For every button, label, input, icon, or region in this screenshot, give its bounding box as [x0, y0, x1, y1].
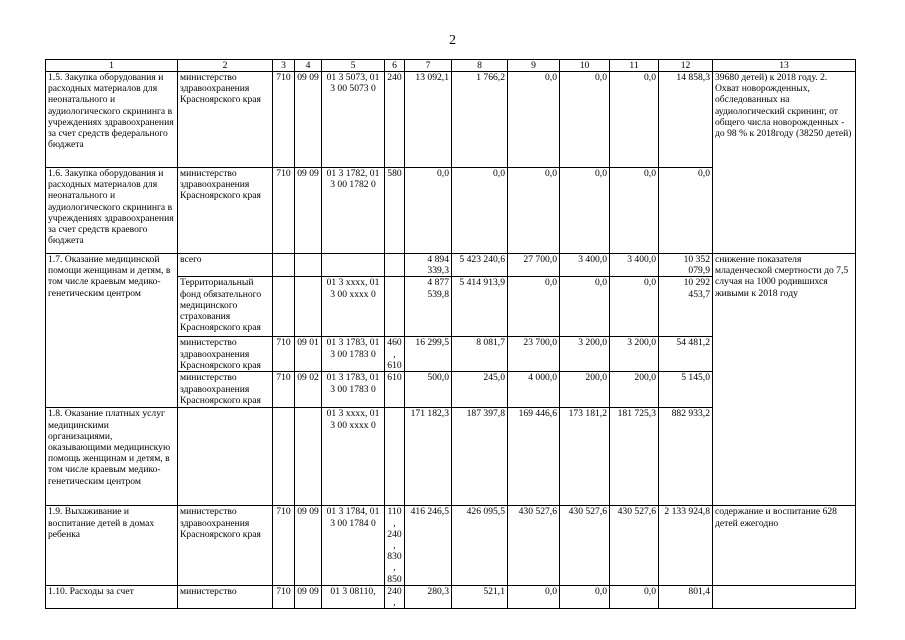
table-row — [46, 254, 856, 277]
value-2014: 4 894 339,3 — [405, 254, 452, 277]
value-2014: 4 877 539,8 — [405, 277, 452, 337]
csr: 01 3 1783, 01 3 00 1783 0 — [322, 372, 385, 408]
value-2016: 0,0 — [508, 72, 560, 168]
value-2018: 0,0 — [610, 72, 659, 168]
value-2017: 3 200,0 — [560, 337, 610, 372]
vr: 580 — [385, 168, 405, 254]
value-2018: 3 400,0 — [610, 254, 659, 277]
measure-name: 1.8. Оказание платных услуг медицинскими организациями, оказывающими медицинскую помощь женщинам и детям, в том числе краевым медико-генетическим центром — [46, 408, 178, 506]
header-cell: 11 — [610, 60, 659, 72]
table-row — [46, 585, 856, 608]
csr — [322, 254, 385, 277]
rzpr — [295, 254, 322, 277]
value-2017: 0,0 — [560, 168, 610, 254]
header-cell: 7 — [405, 60, 452, 72]
header-cell: 6 — [385, 60, 405, 72]
rzpr: 09 09 — [295, 506, 322, 585]
executor: министерство здравоохранения Красноярского края — [178, 168, 273, 254]
value-total: 0,0 — [659, 168, 713, 254]
csr: 01 3 08110, — [322, 585, 385, 608]
value-2017: 0,0 — [560, 72, 610, 168]
value-2014: 500,0 — [405, 372, 452, 408]
value-2016: 0,0 — [508, 585, 560, 608]
rzpr: 09 09 — [295, 585, 322, 608]
value-2018: 0,0 — [610, 168, 659, 254]
header-cell: 12 — [659, 60, 713, 72]
executor: всего — [178, 254, 273, 277]
value-2014: 280,3 — [405, 585, 452, 608]
grbs — [273, 408, 295, 506]
value-2015: 187 397,8 — [452, 408, 508, 506]
value-2016: 169 446,6 — [508, 408, 560, 506]
value-2014: 416 246,5 — [405, 506, 452, 585]
csr: 01 3 5073, 01 3 00 5073 0 — [322, 72, 385, 168]
value-2017: 173 181,2 — [560, 408, 610, 506]
vr — [385, 408, 405, 506]
value-2016: 0,0 — [508, 277, 560, 337]
csr: 01 3 1784, 01 3 00 1784 0 — [322, 506, 385, 585]
expected-result: снижение показателя младенческой смертности до 7,5 случая на 1000 родившихся живыми к 2018 году — [713, 254, 856, 506]
value-2018: 181 725,3 — [610, 408, 659, 506]
value-2017: 3 400,0 — [560, 254, 610, 277]
header-cell: 4 — [295, 60, 322, 72]
rzpr: 09 09 — [295, 168, 322, 254]
header-row — [46, 60, 856, 72]
value-2014: 0,0 — [405, 168, 452, 254]
value-2016: 0,0 — [508, 168, 560, 254]
vr — [385, 254, 405, 277]
value-2014: 13 092,1 — [405, 72, 452, 168]
rzpr — [295, 408, 322, 506]
value-total: 10 292 453,7 — [659, 277, 713, 337]
executor: министерство — [178, 585, 273, 608]
value-2017: 0,0 — [560, 277, 610, 337]
value-2018: 0,0 — [610, 277, 659, 337]
value-2015: 5 414 913,9 — [452, 277, 508, 337]
page-number: 2 — [449, 33, 456, 48]
grbs: 710 — [273, 372, 295, 408]
value-2017: 430 527,6 — [560, 506, 610, 585]
header-cell: 2 — [178, 60, 273, 72]
csr: 01 3 1783, 01 3 00 1783 0 — [322, 337, 385, 372]
measure-name: 1.10. Расходы за счет — [46, 585, 178, 608]
value-2016: 27 700,0 — [508, 254, 560, 277]
table-row — [46, 72, 856, 168]
value-2018: 0,0 — [610, 585, 659, 608]
executor: министерство здравоохранения Красноярского края — [178, 72, 273, 168]
executor: министерство здравоохранения Красноярского края — [178, 372, 273, 408]
value-total: 10 352 079,9 — [659, 254, 713, 277]
header-cell: 10 — [560, 60, 610, 72]
value-total: 882 933,2 — [659, 408, 713, 506]
value-2018: 200,0 — [610, 372, 659, 408]
value-2014: 171 182,3 — [405, 408, 452, 506]
value-2015: 426 095,5 — [452, 506, 508, 585]
grbs: 710 — [273, 506, 295, 585]
grbs: 710 — [273, 168, 295, 254]
rzpr — [295, 277, 322, 337]
header-cell: 8 — [452, 60, 508, 72]
measure-name: 1.7. Оказание медицинской помощи женщинам и детям, в том числе краевым медико-генетическим центром — [46, 254, 178, 408]
value-2016: 4 000,0 — [508, 372, 560, 408]
value-2018: 3 200,0 — [610, 337, 659, 372]
executor: министерство здравоохранения Красноярского края — [178, 337, 273, 372]
grbs: 710 — [273, 585, 295, 608]
header-cell: 13 — [713, 60, 856, 72]
measure-name: 1.9. Выхаживание и воспитание детей в домах ребенка — [46, 506, 178, 585]
rzpr: 09 02 — [295, 372, 322, 408]
measure-name: 1.5. Закупка оборудования и расходных материалов для неонатального и аудиологического скрининга в учреждениях здравоохранения за счет средств федерального бюджета — [46, 72, 178, 168]
vr: 110, 240, 830, 850 — [385, 506, 405, 585]
grbs — [273, 277, 295, 337]
value-2015: 245,0 — [452, 372, 508, 408]
expected-result — [713, 585, 856, 608]
vr — [385, 277, 405, 337]
vr: 240 — [385, 72, 405, 168]
value-2017: 0,0 — [560, 585, 610, 608]
header-cell: 5 — [322, 60, 385, 72]
value-total: 54 481,2 — [659, 337, 713, 372]
expected-result: содержание и воспитание 628 детей ежегодно — [713, 506, 856, 585]
header-cell: 1 — [46, 60, 178, 72]
value-2015: 0,0 — [452, 168, 508, 254]
value-2018: 430 527,6 — [610, 506, 659, 585]
table-row — [46, 506, 856, 585]
value-2016: 23 700,0 — [508, 337, 560, 372]
vr: 610 — [385, 372, 405, 408]
value-2017: 200,0 — [560, 372, 610, 408]
executor: министерство здравоохранения Красноярского края — [178, 506, 273, 585]
value-total: 5 145,0 — [659, 372, 713, 408]
value-2015: 5 423 240,6 — [452, 254, 508, 277]
rzpr: 09 09 — [295, 72, 322, 168]
value-2015: 8 081,7 — [452, 337, 508, 372]
value-2015: 1 766,2 — [452, 72, 508, 168]
vr: 460, 610 — [385, 337, 405, 372]
executor: Территориальный фонд обязательного медицинского страхования Красноярского края — [178, 277, 273, 337]
csr: 01 3 1782, 01 3 00 1782 0 — [322, 168, 385, 254]
vr: 240, — [385, 585, 405, 608]
csr: 01 3 xxxx, 01 3 00 xxxx 0 — [322, 277, 385, 337]
value-total: 2 133 924,8 — [659, 506, 713, 585]
value-2016: 430 527,6 — [508, 506, 560, 585]
executor — [178, 408, 273, 506]
program-table — [45, 59, 856, 609]
grbs: 710 — [273, 337, 295, 372]
value-2015: 521,1 — [452, 585, 508, 608]
measure-name: 1.6. Закупка оборудования и расходных материалов для неонатального и аудиологического скрининга в учреждениях здравоохранения за счет средств краевого бюджета — [46, 168, 178, 254]
rzpr: 09 01 — [295, 337, 322, 372]
value-2014: 16 299,5 — [405, 337, 452, 372]
value-total: 14 858,3 — [659, 72, 713, 168]
grbs: 710 — [273, 72, 295, 168]
header-cell: 3 — [273, 60, 295, 72]
header-cell: 9 — [508, 60, 560, 72]
value-total: 801,4 — [659, 585, 713, 608]
csr: 01 3 xxxx, 01 3 00 xxxx 0 — [322, 408, 385, 506]
expected-result: 39680 детей) к 2018 году. 2. Охват новорожденных, обследованных на аудиологический скрининг, от общего числа новорожденных - до 98 % к 2018году (38250 детей) — [713, 72, 856, 254]
grbs — [273, 254, 295, 277]
